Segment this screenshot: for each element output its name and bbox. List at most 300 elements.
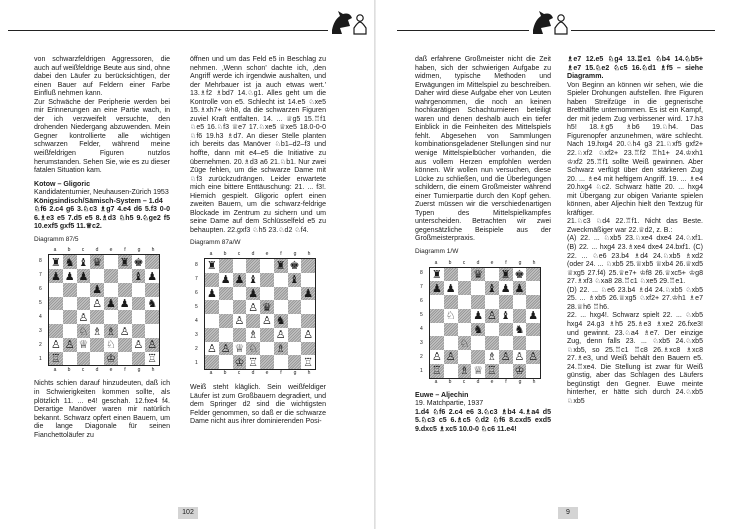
file-label: e — [109, 247, 113, 254]
board-square — [132, 352, 146, 366]
file-label: a — [53, 366, 57, 373]
board-square — [444, 323, 458, 337]
paragraph: Zur Schwäche der Peripherie werden bei mir Erinnerungen an eine Partie wach, in der ich verzweifelt versuchte, den drohenden Niedergang abzuwenden. Mein Gegner kontrollierte alle wichtigen schwarzen Felder, während meine weißfeldrigen Figuren nutzlos herumstanden. Sehen Sie, wie es zu dieser fatalen Situation kam. — [34, 98, 170, 175]
paragraph: Weiß steht kläglich. Sein weißfeldiger Läufer ist zum Großbauern degradiert, und dem Springer d2 sind die wichtigsten Felder genommen, so daß er die schwarze Dame nicht aus ihrer dominierenden Posi- — [190, 384, 326, 426]
board-square — [301, 259, 315, 273]
board-square — [145, 297, 159, 311]
move-list: 1.d4 ♘f6 2.c4 e6 3.♘c3 ♗b4 4.♗a4 d5 5.♘c3 c5 6.♗c5 ♘d2 ♘f6 8.cxd5 exd5 9.dxc5 ♗xc5 10.0-0 ♘c6 11.e4! — [415, 408, 551, 433]
move-list: ♘f6 2.c4 g6 3.♘c3 ♗g7 4.e4 d6 5.f3 0-0 6.♗e3 e5 7.d5 e5 8.♗d3 ♘h5 9.♘ge2 f5 10.exf5 gxf5 11.♕c2. — [34, 206, 170, 231]
board-square — [219, 259, 233, 273]
chess-piece: ♕ — [234, 341, 245, 355]
board-square — [274, 314, 288, 328]
chess-piece: ♙ — [206, 341, 217, 355]
chess-piece: ♖ — [431, 364, 442, 378]
chess-piece: ♜ — [50, 255, 61, 269]
rank-label: 8 — [420, 270, 423, 277]
chess-piece: ♔ — [514, 364, 525, 378]
chess-piece: ♟ — [206, 286, 217, 300]
board-square — [145, 310, 159, 324]
diagram-label: Diagramm 87/5 — [34, 235, 79, 243]
file-label: g — [293, 251, 297, 258]
file-label: g — [137, 366, 141, 373]
board-square — [499, 364, 513, 378]
file-label: g — [137, 247, 141, 254]
board-square — [104, 297, 118, 311]
chess-piece: ♙ — [119, 324, 130, 338]
chess-piece: ♙ — [431, 350, 442, 364]
board-square — [471, 336, 485, 350]
chess-piece: ♖ — [486, 364, 497, 378]
page-number: 9 — [558, 507, 578, 519]
board-square — [246, 314, 260, 328]
chess-piece: ♞ — [275, 314, 286, 328]
chess-piece: ♔ — [105, 352, 116, 366]
board-square — [104, 269, 118, 283]
board-square — [430, 350, 444, 364]
board-square — [77, 297, 91, 311]
file-label: f — [505, 379, 507, 386]
board-square — [444, 295, 458, 309]
board-square — [77, 283, 91, 297]
chess-piece: ♙ — [133, 338, 144, 352]
board-square — [485, 268, 499, 282]
file-label: c — [81, 366, 85, 373]
board-square — [77, 338, 91, 352]
chess-piece: ♟ — [220, 273, 231, 287]
rank-label: 1 — [195, 359, 198, 366]
board-square — [444, 336, 458, 350]
board-square — [485, 350, 499, 364]
board-square — [145, 324, 159, 338]
chess-board — [429, 267, 541, 379]
chess-piece: ♟ — [78, 269, 89, 283]
board-square — [132, 283, 146, 297]
board-square — [301, 328, 315, 342]
board-square — [219, 300, 233, 314]
rank-label: 8 — [39, 258, 42, 265]
board-square — [246, 287, 260, 301]
board-square — [430, 364, 444, 378]
board-square — [526, 309, 540, 323]
board-square — [104, 283, 118, 297]
board-square — [288, 287, 302, 301]
board-square — [246, 273, 260, 287]
board-square — [458, 336, 472, 350]
board-square — [77, 269, 91, 283]
board-square — [49, 352, 63, 366]
board-square — [132, 310, 146, 324]
file-label: d — [95, 247, 99, 254]
game-title: Euwe – Aljechin — [415, 391, 469, 399]
file-label: d — [476, 259, 480, 266]
file-label: c — [462, 259, 466, 266]
left-column-2 — [190, 56, 326, 427]
board-square — [118, 283, 132, 297]
board-square — [526, 323, 540, 337]
header-rule-right — [571, 30, 715, 31]
chess-piece: ♘ — [445, 309, 456, 323]
board-square — [104, 338, 118, 352]
chess-piece: ♙ — [514, 350, 525, 364]
board-square — [233, 273, 247, 287]
file-label: h — [151, 366, 155, 373]
right-column-2 — [567, 56, 703, 406]
chess-piece: ♞ — [147, 297, 158, 311]
file-label: h — [307, 370, 311, 377]
board-square — [63, 324, 77, 338]
board-square — [49, 255, 63, 269]
chess-piece: ♘ — [105, 338, 116, 352]
board-square — [145, 283, 159, 297]
board-square — [219, 287, 233, 301]
file-label: h — [532, 259, 536, 266]
chess-piece: ♝ — [78, 255, 89, 269]
file-label: e — [265, 370, 269, 377]
rank-label: 7 — [39, 272, 42, 279]
file-label: f — [505, 259, 507, 266]
board-square — [90, 310, 104, 324]
board-square — [219, 342, 233, 356]
board-square — [90, 352, 104, 366]
file-label: a — [53, 247, 57, 254]
board-square — [104, 352, 118, 366]
chess-piece: ♗ — [248, 328, 259, 342]
rank-label: 1 — [420, 368, 423, 375]
rank-label: 5 — [195, 303, 198, 310]
board-square — [246, 328, 260, 342]
board-square — [485, 364, 499, 378]
diagram-label: Diagramm 87a/W — [190, 239, 241, 247]
board-square — [471, 295, 485, 309]
file-label: b — [223, 251, 227, 258]
file-label: a — [434, 379, 438, 386]
board-square — [485, 336, 499, 350]
paragraph: 21.♘c3 ♘d4 22.♖f1. Nicht das Beste. Zweckmäßiger war 22.♕d2, z. B.: — [567, 218, 703, 234]
chess-piece: ♖ — [248, 355, 259, 369]
board-square — [90, 297, 104, 311]
board-square — [430, 268, 444, 282]
chess-piece: ♙ — [248, 300, 259, 314]
board-square — [471, 364, 485, 378]
board-square — [499, 309, 513, 323]
board-square — [63, 310, 77, 324]
file-label: h — [307, 251, 311, 258]
board-square — [526, 268, 540, 282]
board-square — [499, 295, 513, 309]
chess-piece: ♞ — [64, 255, 75, 269]
board-square — [219, 314, 233, 328]
chess-piece: ♟ — [248, 286, 259, 300]
board-square — [471, 350, 485, 364]
rank-label: 6 — [420, 298, 423, 305]
board-square — [444, 281, 458, 295]
chess-piece: ♙ — [528, 350, 539, 364]
header-rule-left — [8, 30, 328, 31]
board-square — [274, 259, 288, 273]
file-label: g — [293, 370, 297, 377]
chess-piece: ♝ — [248, 273, 259, 287]
rank-label: 5 — [39, 300, 42, 307]
chess-piece: ♜ — [206, 259, 217, 273]
board-square — [104, 324, 118, 338]
file-label: b — [448, 379, 452, 386]
paragraph: Nichts schien darauf hinzudeuten, daß ich in Schwierigkeiten kommen sollte, als plötzlich 11. ... e4! geschah. 12.fxe4 f4. Derartige Manöver waren mir natürlich bekannt. Schwarz opfert einen Bauern, um die lange Diagonale für seinen Fianchettoläufer zu — [34, 380, 170, 439]
paragraph: daß erfahrene Großmeister nicht die Zeit haben, sich der schwierigen Aufgabe zu widmen, typische Methoden und Erwägungen im Mittelspiel zu beschreiben. Daher wird diese Aufgabe eher von Leuten wahrgenommen, die noch an keinen hochkarätigen Schachturnieren beteiligt waren und denen deshalb auch ein tiefer Einblick in die Feinheiten des Mittelspiels fehlt. Abgesehen von Sammlungen kombinationsgeladener Stellungen sind nur wenige Mittelspielbücher vorhanden, die aus vollem Herzen empfohlen werden können. Wir wollen nun versuchen, diese Lücke zu schließen, und die Überlegungen schildern, die einem Großmeister während einer Turnierpartie durch den Kopf gehen. Zuerst müssen wir die verschiedenartigen Typen des Mittelspielkampfes unterscheiden. Betrachten wir zwei gegensätzliche Beispiele aus der Großmeisterpraxis. — [415, 56, 551, 243]
board-square — [145, 269, 159, 283]
board-square — [233, 342, 247, 356]
file-label: e — [490, 259, 494, 266]
board-square — [233, 287, 247, 301]
file-label: f — [124, 247, 126, 254]
chess-piece: ♘ — [459, 336, 470, 350]
chess-piece: ♖ — [50, 352, 61, 366]
board-square — [145, 338, 159, 352]
board-square — [458, 295, 472, 309]
board-square — [499, 281, 513, 295]
chess-piece: ♖ — [303, 355, 314, 369]
chess-piece: ♜ — [275, 259, 286, 273]
file-labels-bottom — [204, 369, 316, 378]
chess-piece: ♝ — [500, 309, 511, 323]
chess-piece: ♙ — [220, 341, 231, 355]
board-square — [513, 364, 527, 378]
chess-piece: ♙ — [147, 338, 158, 352]
board-square — [246, 259, 260, 273]
board-square — [205, 287, 219, 301]
board-square — [458, 323, 472, 337]
rank-label: 2 — [420, 354, 423, 361]
chess-board — [48, 254, 160, 366]
board-square — [132, 324, 146, 338]
board-square — [77, 255, 91, 269]
paragraph: Von Beginn an können wir sehen, wie die Spieler Drohungen aufstellen. Ihre Figuren haben Streifzüge in die gegnerische Bretthälfte unternommen. Es ist ein Kampf, der mit jedem Zug verbissener wird. 17.h3 h5! 18.♗g5 ♗b6 19.♘h4. Das Figurenopfer anzunehmen, wäre schlecht. Nach 19.hxg4 20.♘h4 g3 21.♘xf5 gxf2+ 22.♘xf2 ♘xf2+ 23.♖f2 ♖h1+ 24.♔xh1 ♔xf2 25.♖f1 sollte Weiß gewinnen. Aber Schwarz verfügt über den stärkeren Zug 20. ... ♗e4 mit heftigem Angriff. 19. ... ♗e4 20.hxg4 ♘c2. Schwarz hätte 20. ... hxg4 mit Übergang zur obigen Variante spielen können, aber Aljechin hielt den Textzug für kräftiger. — [567, 81, 703, 217]
chess-knight-logo-right — [529, 8, 571, 36]
chess-piece: ♛ — [92, 255, 103, 269]
file-label: d — [251, 370, 255, 377]
board-square — [499, 336, 513, 350]
board-square — [205, 355, 219, 369]
board-square — [444, 350, 458, 364]
board-square — [301, 273, 315, 287]
game-event: Kandidatenturnier, Neuhausen-Zürich 1953 — [34, 189, 169, 197]
board-square — [104, 310, 118, 324]
chess-piece: ♙ — [261, 314, 272, 328]
board-square — [513, 309, 527, 323]
board-square — [118, 352, 132, 366]
board-square — [90, 269, 104, 283]
board-square — [274, 273, 288, 287]
left-column-1 — [34, 56, 170, 440]
chess-piece: ♗ — [486, 350, 497, 364]
paragraph: (A) 22. ... ♘xb5 23.♘xe4 dxe4 24.♘xf1. (B) 22. ... hxg4 23.♗xe4 dxe4 24.bxf1. (C) 22. ... ♘e6 23.b4 ♗d4 24.♘xb5 ♗xd2 (oder 24. ... ♘xb5 25.♕xb5 ♕xb4 26.♕xd5 ♕xg5 27.f4) 25.♕e7+ ♔f8 26.♕xc5+ ♔g8 27.♗xf3 ♘xa8 28.♖c1 ♘xe5 29.♖e1. — [567, 235, 703, 286]
chess-piece: ♟ — [105, 297, 116, 311]
chess-diagram-1-w — [419, 259, 547, 387]
chess-piece: ♙ — [486, 309, 497, 323]
board-square — [526, 295, 540, 309]
board-square — [288, 328, 302, 342]
chess-piece: ♟ — [92, 283, 103, 297]
board-square — [219, 328, 233, 342]
board-square — [49, 310, 63, 324]
file-label: d — [476, 379, 480, 386]
board-square — [485, 281, 499, 295]
chess-piece: ♟ — [119, 297, 130, 311]
rank-labels — [39, 254, 42, 366]
rank-label: 3 — [39, 328, 42, 335]
chess-piece: ♙ — [445, 350, 456, 364]
rank-label: 6 — [39, 286, 42, 293]
board-square — [288, 273, 302, 287]
chess-piece: ♟ — [147, 269, 158, 283]
board-square — [63, 283, 77, 297]
paragraph: von schwarzfeldrigen Aggressoren, die auch auf weißfeldrige Beute aus sind, ohne dabei den Läufer zu berücksichtigen, der einen Bauer auf Feldern einer Farbe Einfluß nehmen kann. — [34, 56, 170, 98]
rank-label: 7 — [420, 284, 423, 291]
paragraph: öffnen und um das Feld e5 in Beschlag zu nehmen. ‚Wenn schon' dachte ich, ‚den Angriff werde ich irgendwie aushalten, und der Mehrbauer ist ja auch etwas wert.' 13.♗f2 ♗bd7 14.♘g1. Alles geht um die Kontrolle von e5. Schlecht ist 14.e5 ♘xe5 15.♗xh7+ ♔h8, da die schwarzen Figuren zuviel Kraft entfalten. 14. ... ♕g5 15.♖f1 ♘e5 16.♘f3 ♕e7 17.♘xe5 ♕xe5 18.0-0-0 ♘f6 19.h3 ♗d7. An dieser Stelle planten ich bereits das Manöver ♘b1–d2–f3 und hoffte, dann mit e4–e5 die Initiative zu übernehmen. 20.♗d3 a6 21.♘b1. Nur zwei Züge fehlen, um die schwarze Dame mit ♘f3 zurückzudrängen. Leider erwartete mich eine bittere Enttäuschung: 21. ... f3!. Hiernich gespielt. Gligoric opfert einen zweiten Bauern, um die schwarz-feldrige Blockade im Zentrum zu sichern und um seine Dame auf dem Schlüsselfeld e5 zu behaupten. 22.gxf3 ♘h5 23.♘d2 ♘f4. — [190, 56, 326, 234]
board-square — [63, 255, 77, 269]
file-labels-bottom — [429, 378, 541, 387]
board-square — [485, 309, 499, 323]
chess-piece: ♙ — [78, 310, 89, 324]
board-square — [444, 364, 458, 378]
board-square — [260, 259, 274, 273]
board-square — [145, 255, 159, 269]
file-label: f — [124, 366, 126, 373]
board-square — [288, 355, 302, 369]
game-event: 19. Matchpartie, 1937 — [415, 400, 484, 408]
board-square — [499, 323, 513, 337]
file-label: d — [251, 251, 255, 258]
board-square — [471, 281, 485, 295]
chess-piece: ♟ — [64, 269, 75, 283]
board-square — [260, 300, 274, 314]
rank-label: 6 — [195, 289, 198, 296]
chess-piece: ♟ — [234, 273, 245, 287]
board-square — [104, 255, 118, 269]
board-square — [513, 350, 527, 364]
file-label: c — [81, 247, 85, 254]
board-square — [77, 324, 91, 338]
board-square — [260, 273, 274, 287]
chess-piece: ♙ — [303, 328, 314, 342]
board-square — [63, 297, 77, 311]
move-list: ♗e7 12.e5 ♘g4 13.♖e1 ♘b4 14.♘b5+ ♗e7 15.♘e2 ♘c5 16.♘d1 ♗f5 – siehe Diagramm. — [567, 56, 703, 81]
rank-label: 7 — [195, 275, 198, 282]
rank-label: 2 — [195, 345, 198, 352]
rank-label: 5 — [420, 312, 423, 319]
board-square — [260, 287, 274, 301]
paragraph: (D) 22. ... ♘e6 23.b4 ♗d4 24.♘xb5 ♘xb5 25. ... ♗xb5 26.♕xg5 ♘xf2+ 27.♔h1 ♗e7 28.♕h6 ♖h6. — [567, 286, 703, 311]
board-square — [458, 268, 472, 282]
chess-piece: ♙ — [92, 297, 103, 311]
rank-label: 4 — [420, 326, 423, 333]
rank-label: 3 — [195, 331, 198, 338]
page-number: 102 — [178, 507, 198, 519]
board-square — [288, 259, 302, 273]
board-square — [77, 310, 91, 324]
board-square — [233, 328, 247, 342]
board-square — [471, 323, 485, 337]
board-square — [118, 297, 132, 311]
board-square — [63, 352, 77, 366]
chess-piece: ♙ — [50, 338, 61, 352]
board-square — [63, 269, 77, 283]
board-square — [132, 338, 146, 352]
board-square — [219, 273, 233, 287]
chess-piece: ♗ — [275, 341, 286, 355]
board-square — [288, 300, 302, 314]
chess-piece: ♜ — [500, 267, 511, 281]
board-square — [49, 324, 63, 338]
board-square — [274, 355, 288, 369]
board-square — [49, 338, 63, 352]
file-label: b — [448, 259, 452, 266]
chess-piece: ♘ — [248, 341, 259, 355]
board-square — [526, 336, 540, 350]
board-square — [118, 269, 132, 283]
chess-piece: ♝ — [486, 281, 497, 295]
board-square — [90, 283, 104, 297]
board-square — [301, 355, 315, 369]
file-label: e — [265, 251, 269, 258]
file-label: b — [223, 370, 227, 377]
right-page — [375, 0, 750, 529]
file-label: d — [95, 366, 99, 373]
board-square — [132, 255, 146, 269]
board-square — [145, 352, 159, 366]
file-label: g — [518, 259, 522, 266]
chess-piece: ♛ — [261, 300, 272, 314]
board-square — [205, 300, 219, 314]
board-square — [77, 352, 91, 366]
chess-piece: ♚ — [514, 267, 525, 281]
chess-piece: ♕ — [78, 338, 89, 352]
board-square — [499, 350, 513, 364]
chess-board — [204, 258, 316, 370]
board-square — [301, 300, 315, 314]
file-label: c — [462, 379, 466, 386]
chess-piece: ♚ — [133, 255, 144, 269]
board-square — [288, 314, 302, 328]
board-square — [205, 259, 219, 273]
board-square — [219, 355, 233, 369]
file-label: b — [67, 247, 71, 254]
chess-piece: ♞ — [514, 322, 525, 336]
chess-piece: ♟ — [431, 281, 442, 295]
rank-label: 4 — [195, 317, 198, 324]
board-square — [90, 338, 104, 352]
board-square — [471, 268, 485, 282]
board-square — [430, 323, 444, 337]
file-label: a — [209, 370, 213, 377]
rank-labels — [195, 258, 198, 370]
chess-piece: ♟ — [473, 309, 484, 323]
file-label: e — [109, 366, 113, 373]
board-square — [274, 328, 288, 342]
board-square — [430, 281, 444, 295]
board-square — [513, 281, 527, 295]
chess-piece: ♙ — [64, 338, 75, 352]
board-square — [246, 342, 260, 356]
board-square — [205, 314, 219, 328]
file-label: h — [532, 379, 536, 386]
board-square — [233, 300, 247, 314]
board-square — [499, 268, 513, 282]
rank-labels — [420, 267, 423, 379]
file-label: h — [151, 247, 155, 254]
board-square — [458, 281, 472, 295]
board-square — [49, 283, 63, 297]
file-label: b — [67, 366, 71, 373]
